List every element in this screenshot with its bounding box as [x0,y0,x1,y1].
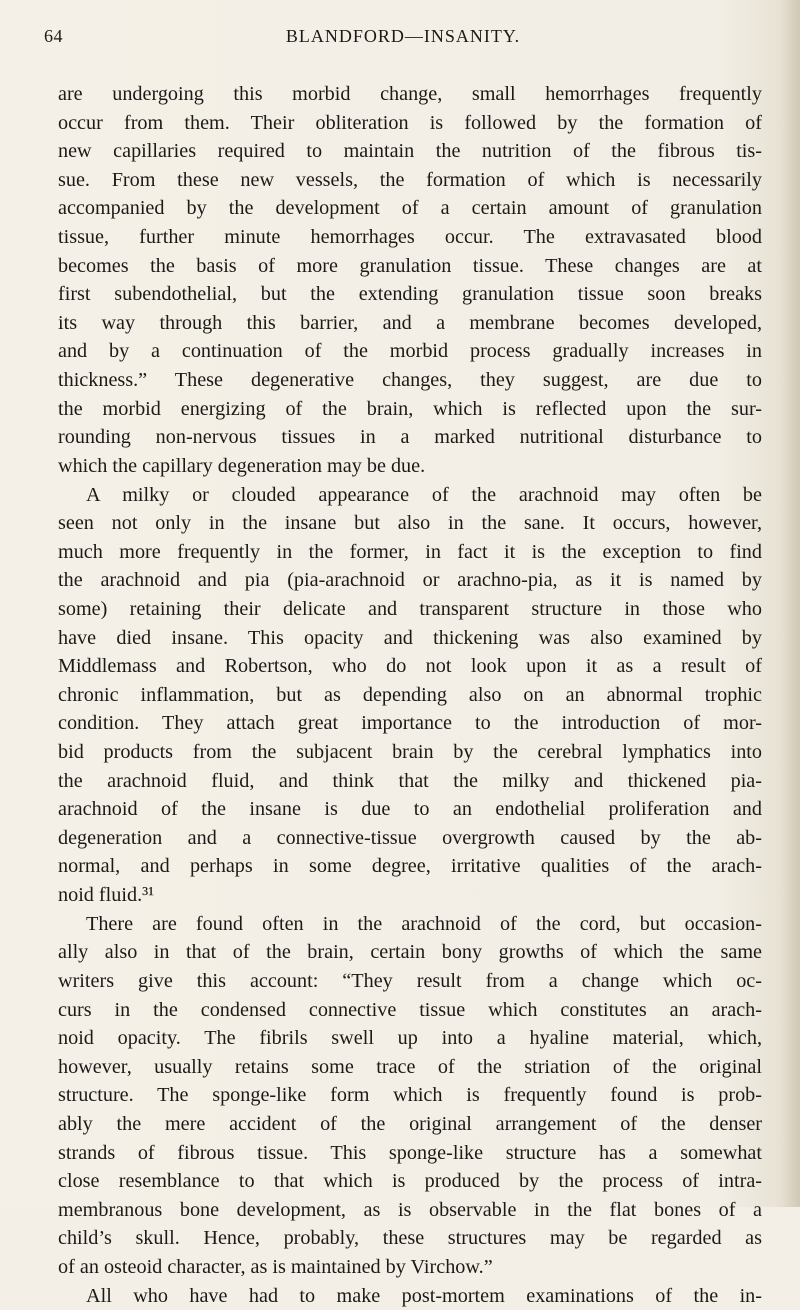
text-line: noid fluid.³¹ [58,884,155,907]
text-line: first subendothelial, but the extending granulation tissue soon breaks [58,283,762,306]
running-head [44,26,762,56]
text-line: membranous bone development, as is observable in the flat bones of a [58,1198,762,1221]
text-line: strands of fibrous tissue. This sponge-like structure has a somewhat [58,1141,762,1164]
text-line: arachnoid of the insane is due to an endothelial proliferation and [58,798,762,821]
text-line: ably the mere accident of the original arrangement of the denser [58,1112,762,1135]
text-line: new capillaries required to maintain the nutrition of the fibrous tis- [58,140,762,163]
text-line: of an osteoid character, as is maintained by Virchow.” [58,1255,493,1278]
text-line: chronic inflammation, but as depending also on an abnormal trophic [58,683,762,706]
text-line: occur from them. Their obliteration is followed by the formation of [58,111,762,134]
text-line: rounding non-nervous tissues in a marked nutritional disturbance to [58,426,762,449]
text-line: much more frequently in the former, in fact it is the exception to find [58,540,762,563]
text-line: and by a continuation of the morbid process gradually increases in [58,340,762,363]
text-line: accompanied by the development of a certain amount of granulation [58,197,762,220]
text-line: structure. The sponge-like form which is frequently found is prob- [58,1084,762,1107]
text-line: tissue, further minute hemorrhages occur. The extravasated blood [58,226,762,249]
text-line: the arachnoid fluid, and think that the milky and thickened pia- [58,769,762,792]
text-line: have died insane. This opacity and thickening was also examined by [58,626,762,649]
text-line: Middlemass and Robertson, who do not look upon it as a result of [58,655,762,678]
text-line: which the capillary degeneration may be due. [58,454,426,477]
text-line: bid products from the subjacent brain by the cerebral lymphatics into [58,741,762,764]
running-title: BLANDFORD—INSANITY. [285,26,521,46]
text-line: some) retaining their delicate and transparent structure in those who [58,597,762,620]
page-edge-shadow [782,0,800,1207]
text-line: seen not only in the insane but also in the sane. It occurs, however, [58,512,762,535]
text-line: child’s skull. Hence, probably, these structures may be regarded as [58,1227,762,1250]
text-line: the arachnoid and pia (pia-arachnoid or arachno-pia, as it is named by [58,569,762,592]
text-line: degeneration and a connective-tissue overgrowth caused by the ab- [58,826,762,849]
text-line: A milky or clouded appearance of the arachnoid may often be [86,483,762,506]
text-line: There are found often in the arachnoid of the cord, but occasion- [86,912,762,935]
text-line: are undergoing this morbid change, small hemorrhages frequently [58,83,762,105]
text-line: however, usually retains some trace of the striation of the original [58,1055,762,1078]
text-line: becomes the basis of more granulation tissue. These changes are at [58,254,762,277]
text-line: sue. From these new vessels, the formation of which is necessarily [58,168,762,191]
text-line: ally also in that of the brain, certain bony growths of which the same [58,941,762,964]
text-line: its way through this barrier, and a membrane becomes developed, [58,311,762,334]
text-line: the morbid energizing of the brain, which is reflected upon the sur- [58,397,762,420]
text-line: writers give this account: “They result from a change which oc- [58,969,762,992]
text-line: noid opacity. The fibrils swell up into a hyaline material, which, [58,1027,762,1050]
text-line: curs in the condensed connective tissue which constitutes an arach- [58,998,762,1021]
text-line: thickness.” These degenerative changes, they suggest, are due to [58,369,762,392]
page-number: 64 [44,26,63,46]
text-line: close resemblance to that which is produced by the process of intra- [58,1170,762,1193]
text-line: All who have had to make post-mortem examinations of the in- [86,1284,762,1307]
text-line: normal, and perhaps in some degree, irritative qualities of the arach- [58,855,762,878]
text-line: condition. They attach great importance to the introduction of mor- [58,712,762,735]
body-text [58,80,762,1310]
